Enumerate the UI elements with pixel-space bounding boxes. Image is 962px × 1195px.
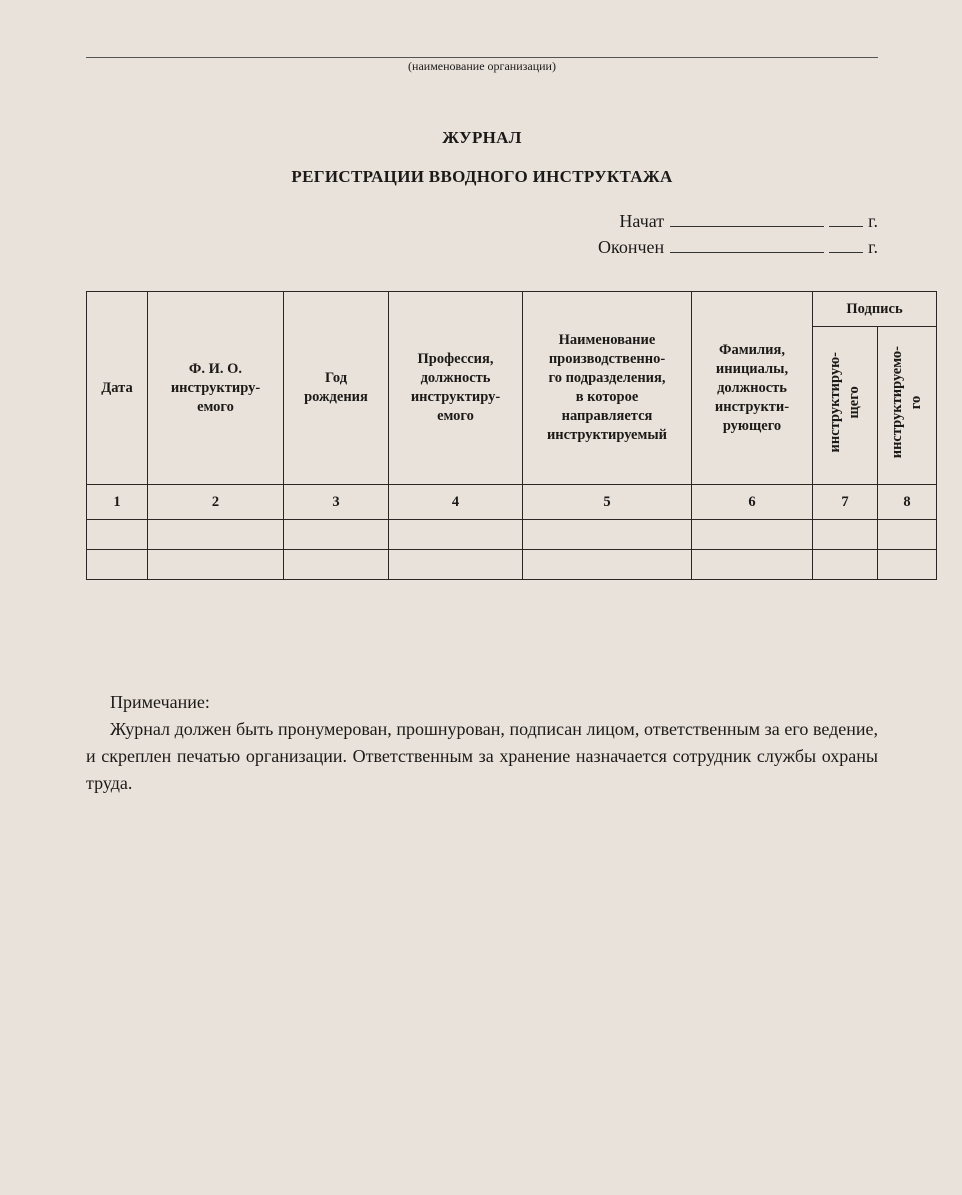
started-label: Начат xyxy=(619,211,665,231)
ended-year-blank xyxy=(829,238,863,253)
column-header-instructor-signature: инструктирую- щего xyxy=(813,327,878,485)
ended-date-blank xyxy=(670,238,824,253)
organization-caption: (наименование организации) xyxy=(408,59,556,73)
column-header-date: Дата xyxy=(87,292,148,485)
column-number: 7 xyxy=(813,485,878,520)
table-cell xyxy=(389,520,523,550)
column-header-signature: Подпись xyxy=(813,292,937,327)
ended-date-line xyxy=(598,237,878,258)
column-header-trainee-signature: инструктируемо- го xyxy=(878,327,937,485)
table-cell xyxy=(284,550,389,580)
table-cell xyxy=(523,550,692,580)
note-section xyxy=(86,689,878,797)
column-numbers-row xyxy=(87,485,937,520)
started-year-blank xyxy=(829,212,863,227)
table-cell xyxy=(878,550,937,580)
started-date-blank xyxy=(670,212,824,227)
column-number: 5 xyxy=(523,485,692,520)
year-suffix: г. xyxy=(868,237,878,257)
column-header-department: Наименование производственно- го подразделения, в которое направляется инструктируемый xyxy=(523,292,692,485)
organization-name-line xyxy=(86,57,878,58)
table-cell xyxy=(523,520,692,550)
journal-title: ЖУРНАЛ xyxy=(442,128,522,147)
table-cell xyxy=(148,550,284,580)
column-number: 8 xyxy=(878,485,937,520)
table-cell xyxy=(148,520,284,550)
table-row xyxy=(87,550,937,580)
column-header-birth-year: Год рождения xyxy=(284,292,389,485)
column-number: 2 xyxy=(148,485,284,520)
table-cell xyxy=(878,520,937,550)
table-row xyxy=(87,520,937,550)
journal-subtitle: РЕГИСТРАЦИИ ВВОДНОГО ИНСТРУКТАЖА xyxy=(291,167,673,186)
ended-label: Окончен xyxy=(598,237,665,257)
started-date-line xyxy=(619,211,878,232)
column-header-trainee-name: Ф. И. О. инструктиру- емого xyxy=(148,292,284,485)
journal-table xyxy=(86,291,937,580)
table-cell xyxy=(389,550,523,580)
column-number: 3 xyxy=(284,485,389,520)
column-header-instructor: Фамилия, инициалы, должность инструкти- рующего xyxy=(692,292,813,485)
column-number: 4 xyxy=(389,485,523,520)
table-cell xyxy=(87,550,148,580)
table-cell xyxy=(692,550,813,580)
table-cell xyxy=(87,520,148,550)
note-heading: Примечание: xyxy=(110,692,210,712)
table-cell xyxy=(813,520,878,550)
table-cell xyxy=(284,520,389,550)
table-cell xyxy=(692,520,813,550)
column-header-profession: Профессия, должность инструктиру- емого xyxy=(389,292,523,485)
note-text: Журнал должен быть пронумерован, прошнурован, подписан лицом, ответственным за его ведение, и скреплен печатью организации. Ответственным за хранение назначается сотрудник службы охраны труда. xyxy=(86,719,878,793)
column-number: 6 xyxy=(692,485,813,520)
table-cell xyxy=(813,550,878,580)
year-suffix: г. xyxy=(868,211,878,231)
column-number: 1 xyxy=(87,485,148,520)
